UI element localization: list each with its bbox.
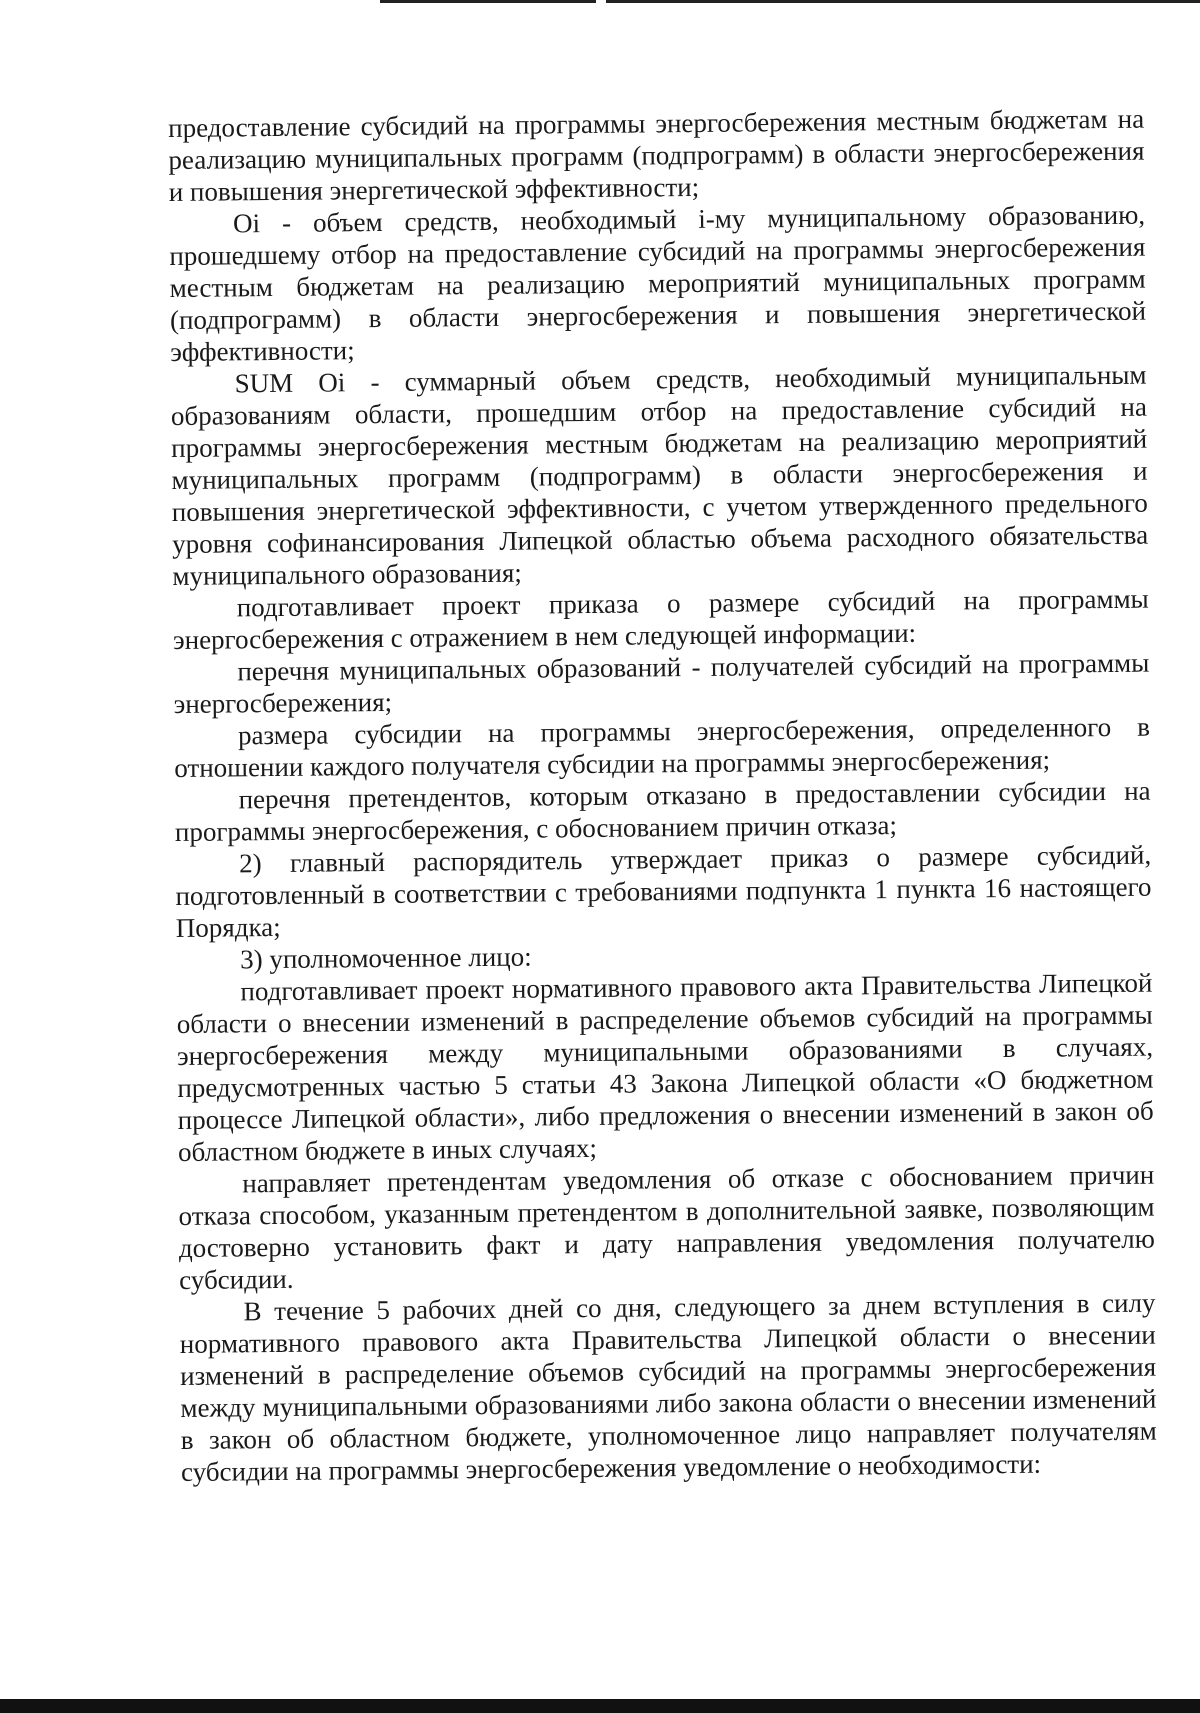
paragraph-continuation: предоставление субсидий на программы энергосбережения местным бюджетам на реализацию муниципальных программ (подпрограмм) в области энергосбережения и повышения энергетической эффективности; xyxy=(168,103,1145,207)
paragraph-sum-oi-definition: SUM Oi - суммарный объем средств, необходимый муниципальным образованиям области, прошедшим отбор на предоставление субсидий на программы энергосбережения местным бюджетам на реализацию мероприятий муниципальных программ (подпрограмм) в области энергосбережения и повышения энергетической эффективности, с учетом утвержденного предельного уровня софинансирования Липецкой областью объема расходного обязательства муниципального образования; xyxy=(170,359,1149,591)
paragraph-oi-definition: Oi - объем средств, необходимый i-му муниципальному образованию, прошедшему отбор на предоставление субсидий на программы энергосбережения местным бюджетам на реализацию мероприятий муниципальных программ (подпрограмм) в области энергосбережения и повышения энергетической эффективности; xyxy=(169,199,1147,367)
paragraph-prepare-order: подготавливает проект приказа о размере субсидий на программы энергосбережения с отражением в нем следующей информации: xyxy=(172,583,1149,655)
scan-border-bottom xyxy=(0,1699,1200,1713)
paragraph-within-5-days: В течение 5 рабочих дней со дня, следующего за днем вступления в силу нормативного правового акта Правительства Липецкой области о внесении изменений в распределение объемов субсидий на программы энергосбережения между муниципальными образованиями либо закона области о внесении изменений в закон об областном бюджете, уполномоченное лицо направляет получателям субсидии на программы энергосбережения уведомление о необходимости: xyxy=(179,1287,1157,1487)
paragraph-subsidy-size: размера субсидии на программы энергосбережения, определенного в отношении каждого получателя субсидии на программы энергосбережения; xyxy=(174,711,1151,783)
paragraph-item-2: 2) главный распорядитель утверждает приказ о размере субсидий, подготовленный в соответствии с требованиями подпункта 1 пункта 16 настоящего Порядка; xyxy=(175,839,1152,943)
document-page xyxy=(168,103,1157,1488)
scan-border-top xyxy=(380,0,1200,3)
paragraph-list-municipalities: перечня муниципальных образований - получателей субсидий на программы энергосбережения; xyxy=(173,647,1150,719)
paragraph-send-refusal: направляет претендентам уведомления об отказе с обоснованием причин отказа способом, указанным претендентом в дополнительной заявке, позволяющим достоверно установить факт и дату направления уведомления получателю субсидии. xyxy=(178,1159,1156,1295)
paragraph-item-3: 3) уполномоченное лицо: xyxy=(239,941,532,975)
paragraph-refused-applicants: перечня претендентов, которым отказано в предоставлении субсидии на программы энергосбережения, с обоснованием причин отказа; xyxy=(174,775,1151,847)
paragraph-prepare-act: подготавливает проект нормативного правового акта Правительства Липецкой области о внесении изменений в распределение объемов субсидий на программы энергосбережения между муниципальными образованиями в случаях, предусмотренных частью 5 статьи 43 Закона Липецкой области «О бюджетном процессе Липецкой области», либо предложения о внесении изменений в закон об областном бюджете в иных случаях; xyxy=(176,967,1154,1167)
